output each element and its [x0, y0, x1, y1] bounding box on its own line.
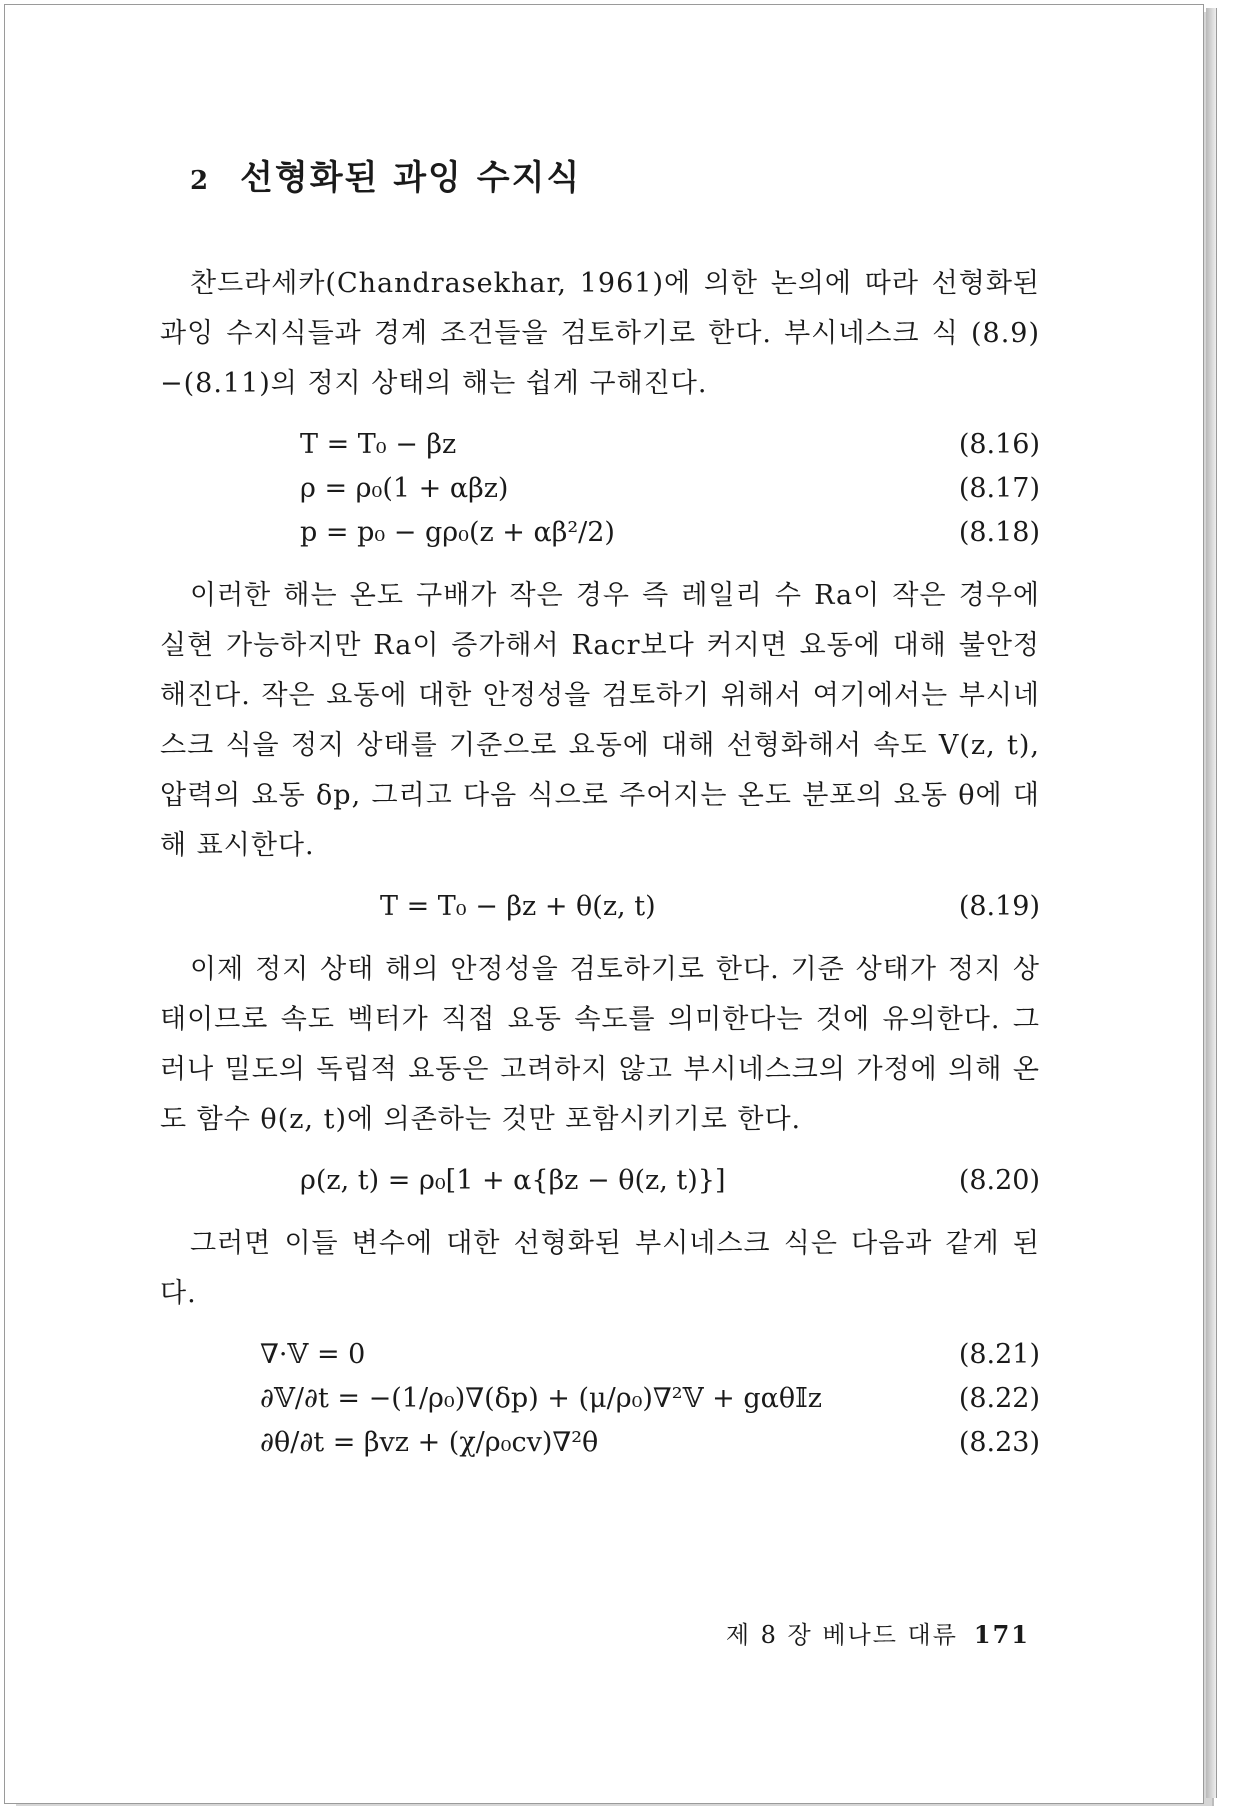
running-footer — [700, 1615, 1030, 1650]
section-title: 선형화된 과잉 수지식 — [240, 158, 582, 198]
paragraph-3: 이제 정지 상태 해의 안정성을 검토하기로 한다. 기준 상태가 정지 상태이므로 속도 벡터가 직접 요동 속도를 의미한다는 것에 유의한다. 그러나 밀도의 독립적 요동은 고려하지 않고 부시네스크의 가정에 의해 온도 함수 θ(z, t)에 의존하는 것만 포함시키기로 한다. — [160, 954, 1040, 1135]
chapter-label: 제 8 장 베나드 대류 — [725, 1621, 958, 1649]
paragraph-1: 찬드라세카(Chandrasekhar, 1961)에 의한 논의에 따라 선형화된 과잉 수지식들과 경계 조건들을 검토하기로 한다. 부시네스크 식 (8.9) −(8.11)의 정지 상태의 해는 쉽게 구해진다. — [160, 268, 1040, 399]
equation-8-16: T = T₀ − βz (8.16) — [300, 429, 1040, 460]
equation-8-17: ρ = ρ₀(1 + αβz) (8.17) — [300, 473, 1040, 504]
equation-8-22: ∂𝕍/∂t = −(1/ρ₀)∇(δp) + (μ/ρ₀)∇²𝕍 + gαθ𝕀z (8.22) — [260, 1383, 1040, 1414]
equation-block-2 — [380, 885, 1040, 929]
section-heading — [190, 150, 1040, 199]
equation-8-20: ρ(z, t) = ρ₀[1 + α{βz − θ(z, t)}] (8.20) — [300, 1165, 1040, 1196]
equation-block-1 — [300, 423, 1040, 555]
equation-8-21: ∇·𝕍 = 0 (8.21) — [260, 1339, 1040, 1370]
equation-block-4 — [260, 1333, 1040, 1465]
equation-8-18: p = p₀ − gρ₀(z + αβ²/2) (8.18) — [300, 517, 1040, 548]
section-number: 2 — [190, 166, 209, 196]
equation-8-19: T = T₀ − βz + θ(z, t) (8.19) — [380, 891, 1040, 922]
page-content — [160, 150, 1040, 1481]
page-edge — [1206, 8, 1217, 1798]
equation-block-3 — [300, 1159, 1040, 1203]
page-number: 171 — [973, 1620, 1030, 1649]
equation-8-23: ∂θ/∂t = βvz + (χ/ρ₀cv)∇²θ (8.23) — [260, 1427, 1040, 1458]
paragraph-2: 이러한 해는 온도 구배가 작은 경우 즉 레일리 수 Ra이 작은 경우에 실현 가능하지만 Ra이 증가해서 Racr보다 커지면 요동에 대해 불안정해진다. 작은 요동에 대한 안정성을 검토하기 위해서 여기에서는 부시네스크 식을 정지 상태를 기준으로 요동에 대해 선형화해서 속도 V(z, t), 압력의 요동 δp, 그리고 다음 식으로 주어지는 온도 분포의 요동 θ에 대해 표시한다. — [160, 580, 1040, 861]
paragraph-4: 그러면 이들 변수에 대한 선형화된 부시네스크 식은 다음과 같게 된다. — [160, 1228, 1040, 1309]
